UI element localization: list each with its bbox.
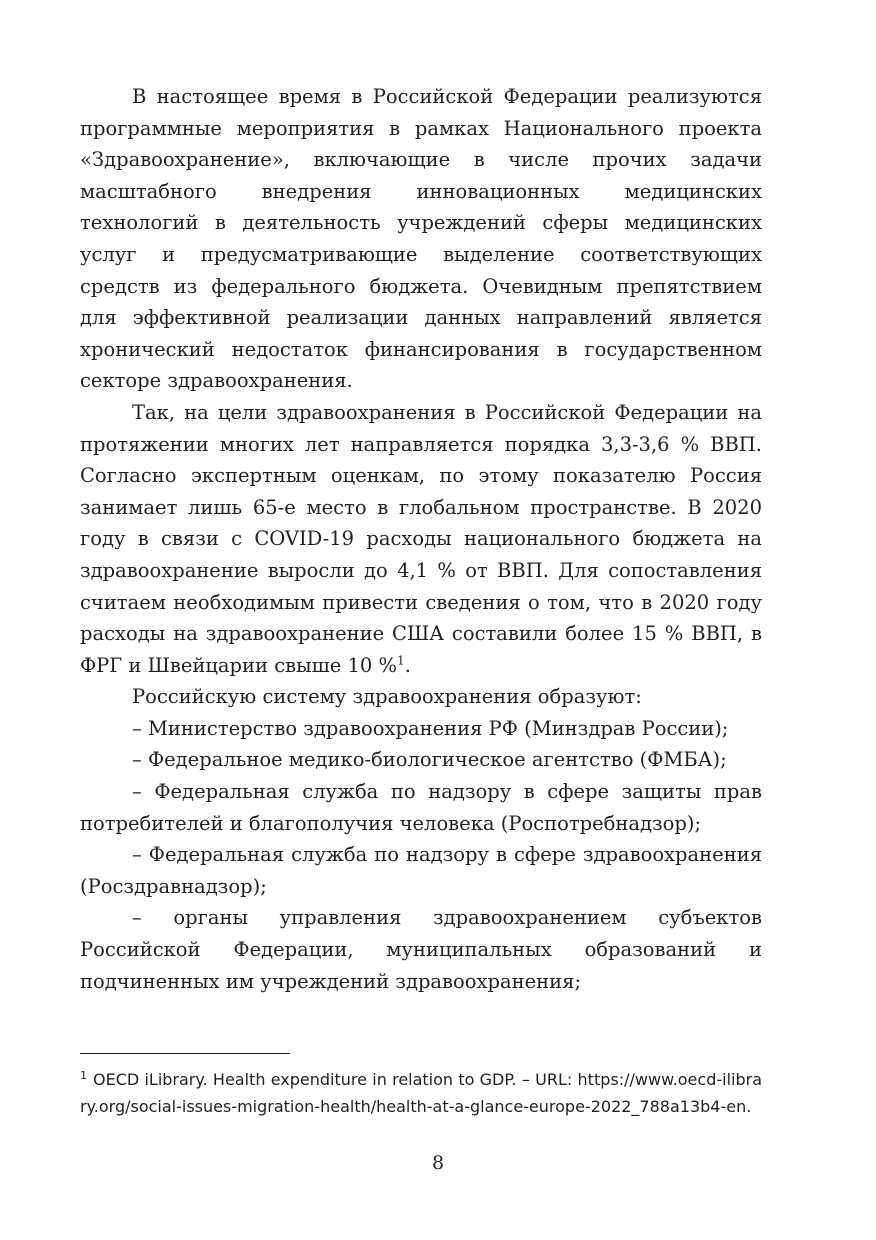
list-item-regional-bodies: – органы управления здравоохранением субъектов Российской Федерации, муниципальных образований и подчиненных им учреждений здравоохранения;: [80, 906, 762, 993]
footnote-reference[interactable]: 1: [397, 653, 405, 668]
paragraph-healthcare-spending: [80, 397, 762, 681]
footnote-divider: [80, 1053, 290, 1054]
footnote: [80, 1066, 762, 1120]
paragraph-national-project: В настоящее время в Российской Федерации реализуются программные мероприятия в рамках Национального проекта «Здравоохранение», включающие в числе прочих задачи масштабного внедрения инновационных медицинских технологий в деятельность учреждений сферы медицинских услуг и предусматривающие выделение соответствующих средств из федерального бюджета. Очевидным препятствием для эффективной реализации данных направлений является хронический недостаток финансирования в государственном секторе здравоохранения.: [80, 85, 762, 393]
paragraph-end-period: .: [404, 653, 411, 677]
list-item-roszdravnadzor: – Федеральная служба по надзору в сфере здравоохранения (Росздравнадзор);: [80, 843, 762, 898]
footnote-text: OECD iLibrary. Health expenditure in relation to GDP. – URL: https://www.oecd-ilibrary.org/social-issues-migration-health/health-at-a-glance-europe-2022_788a13b4-en.: [80, 1070, 762, 1116]
list-item-minzdrav: – Министерство здравоохранения РФ (Минздрав России);: [132, 716, 729, 740]
paragraph-system-intro: Российскую систему здравоохранения образуют:: [132, 685, 642, 709]
main-text-body: [80, 81, 762, 997]
list-item-fmba: – Федеральное медико-биологическое агентство (ФМБА);: [132, 748, 727, 772]
page-number: 8: [431, 1152, 445, 1174]
footnote-mark: 1: [80, 1068, 87, 1082]
paragraph-healthcare-spending-text: Так, на цели здравоохранения в Российской Федерации на протяжении многих лет направляется порядка 3,3-3,6 % ВВП. Согласно экспертным оценкам, по этому показателю Россия занимает лишь 65-е место в глобальном пространстве. В 2020 году в связи с COVID-19 расходы национального бюджета на здравоохранение выросли до 4,1 % от ВВП. Для сопоставления считаем необходимым привести сведения о том, что в 2020 году расходы на здравоохранение США составили более 15 % ВВП, в ФРГ и Швейцарии свыше 10 %: [80, 400, 762, 677]
list-item-rospotrebnadzor: – Федеральная служба по надзору в сфере защиты прав потребителей и благополучия человека (Роспотребнадзор);: [80, 780, 762, 835]
